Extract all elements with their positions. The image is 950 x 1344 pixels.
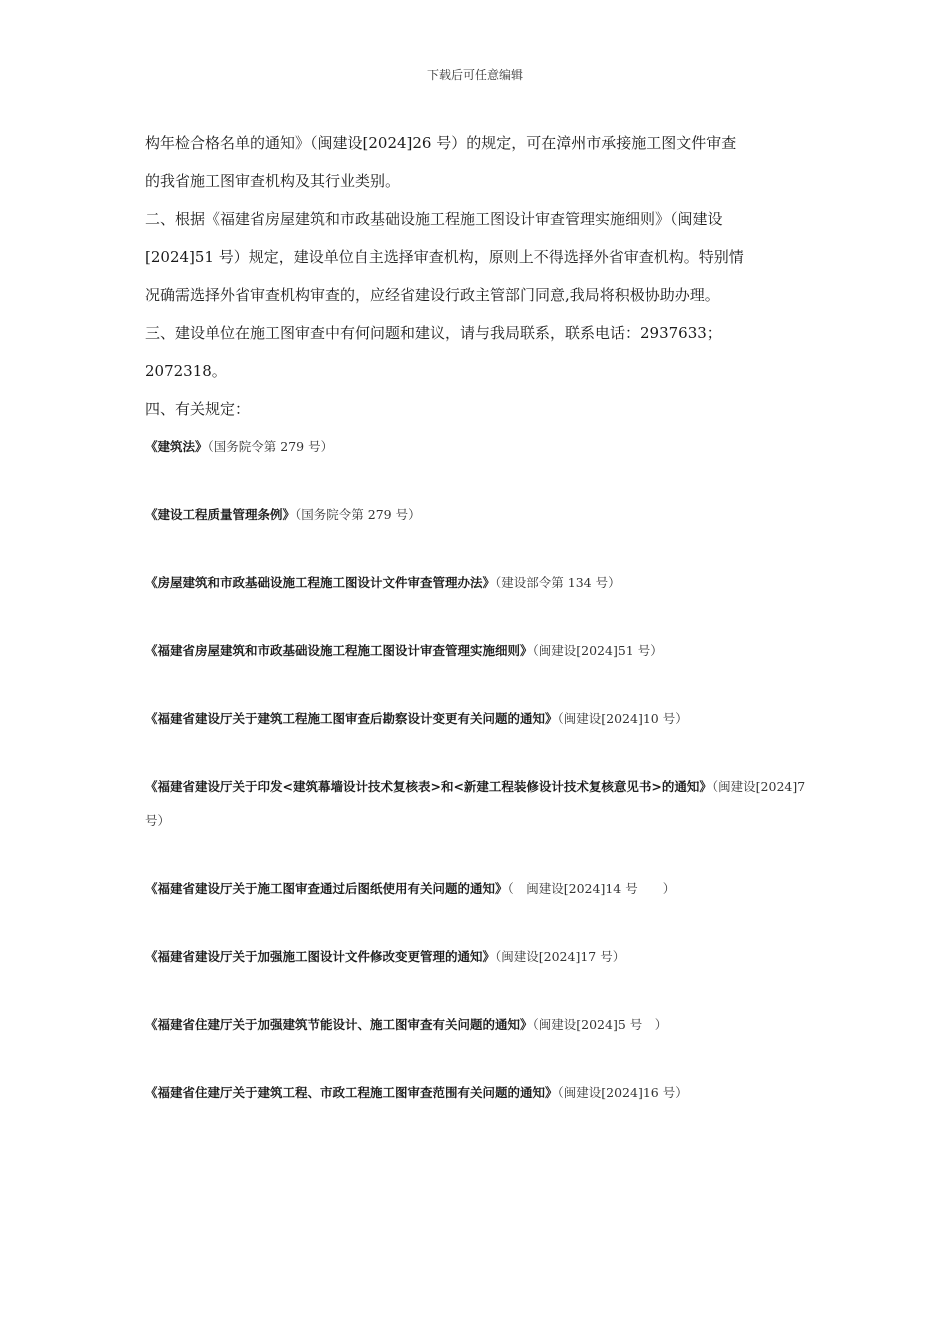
section-three-line: 2072318。	[145, 362, 227, 380]
regulation-item	[145, 770, 810, 838]
regulation-title: 《福建省住建厅关于建筑工程、市政工程施工图审查范围有关问题的通知》	[145, 1085, 558, 1100]
regulation-item	[145, 940, 810, 974]
section-three-line: 三、建设单位在施工图审查中有何问题和建议，请与我局联系，联系电话：2937633；	[145, 324, 722, 342]
regulation-item	[145, 430, 810, 464]
body-paragraph-line: 的我省施工图审查机构及其行业类别。	[145, 172, 401, 190]
regulation-title: 《福建省建设厅关于建筑工程施工图审查后勘察设计变更有关问题的通知》	[145, 711, 558, 726]
regulation-ref: （建设部令第 134 号）	[495, 575, 621, 590]
section-two-line: [2024]51 号）规定，建设单位自主选择审查机构，原则上不得选择外省审查机构。特别情	[145, 248, 744, 266]
regulation-ref: （国务院令第 279 号）	[207, 439, 334, 454]
regulation-item	[145, 872, 810, 906]
regulation-ref: （闽建设[2024]16 号）	[557, 1085, 688, 1100]
regulation-title: 《建设工程质量管理条例》	[145, 507, 296, 522]
regulation-ref: （闽建设[2024]10 号）	[557, 711, 688, 726]
regulation-title: 《福建省建设厅关于加强施工图设计文件修改变更管理的通知》	[145, 949, 496, 964]
regulation-ref: （ 闽建设[2024]14 号 ）	[507, 881, 676, 896]
regulation-ref: （闽建设[2024]5 号 ）	[532, 1017, 668, 1032]
section-two-line: 况确需选择外省审查机构审查的，应经省建设行政主管部门同意,我局将积极协助办理。	[145, 286, 720, 304]
document-body	[145, 124, 810, 1144]
regulation-item	[145, 566, 810, 600]
regulations-list	[145, 430, 810, 1110]
regulation-ref: （闽建设[2024]51 号）	[532, 643, 663, 658]
regulation-item	[145, 1008, 810, 1042]
regulation-title: 《福建省房屋建筑和市政基础设施工程施工图设计审查管理实施细则》	[145, 643, 533, 658]
regulation-title: 《福建省住建厅关于加强建筑节能设计、施工图审查有关问题的通知》	[145, 1017, 533, 1032]
regulation-title: 《福建省建设厅关于印发<建筑幕墙设计技术复核表>和<新建工程装修设计技术复核意见书>的通知》	[145, 779, 712, 794]
regulation-title: 《福建省建设厅关于施工图审查通过后图纸使用有关问题的通知》	[145, 881, 508, 896]
regulation-item	[145, 634, 810, 668]
section-four-heading: 四、有关规定：	[145, 400, 251, 418]
regulation-ref: （国务院令第 279 号）	[295, 507, 421, 522]
regulation-item	[145, 1076, 810, 1110]
section-two-line: 二、根据《福建省房屋建筑和市政基础设施工程施工图设计审查管理实施细则》（闽建设	[145, 210, 723, 228]
regulation-item	[145, 498, 810, 532]
page-header: 下载后可任意编辑	[426, 68, 523, 82]
regulation-ref: （闽建设[2024]7 号）	[145, 779, 806, 828]
regulation-item	[145, 702, 810, 736]
regulation-title: 《房屋建筑和市政基础设施工程施工图设计文件审查管理办法》	[145, 575, 496, 590]
regulation-title: 《建筑法》	[145, 439, 208, 454]
regulation-ref: （闽建设[2024]17 号）	[495, 949, 626, 964]
body-paragraph-line: 构年检合格名单的通知》（闽建设[2024]26 号）的规定，可在漳州市承接施工图文件审查	[145, 134, 737, 152]
